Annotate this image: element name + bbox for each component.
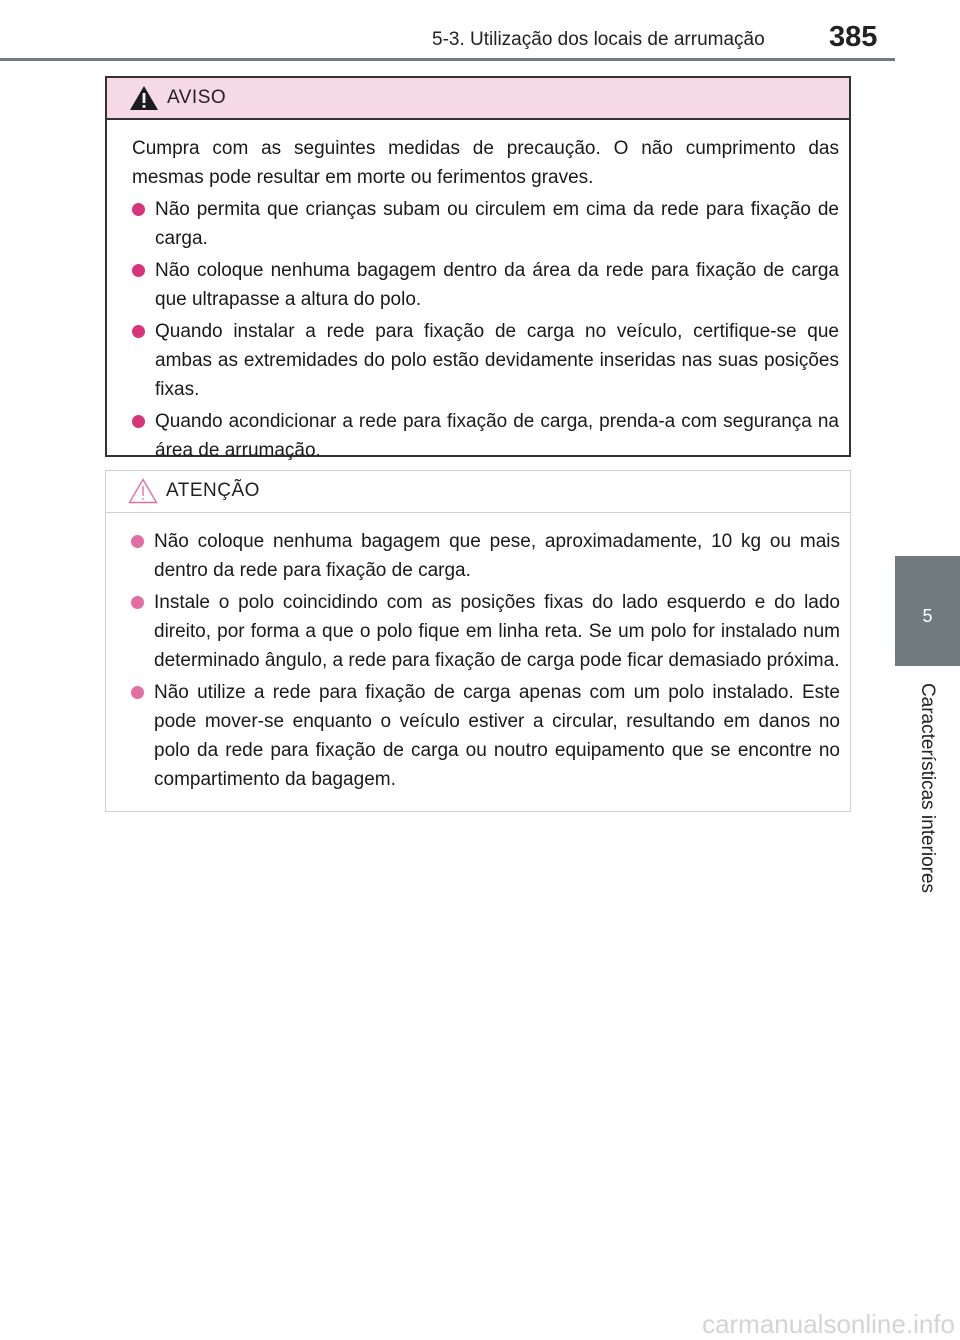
page-number: 385: [829, 21, 878, 53]
watermark: carmanualsonline.info: [702, 1309, 955, 1339]
caution-box-title: ATENÇÃO: [166, 480, 260, 501]
warning-item: Não coloque nenhuma bagagem dentro da área da rede para fixação de carga que ultrapasse a altura do polo.: [132, 256, 839, 314]
warning-intro: Cumpra com as seguintes medidas de precaução. O não cumprimento das mesmas pode resultar em morte ou ferimentos graves.: [132, 138, 839, 188]
warning-triangle-icon: [129, 85, 159, 111]
warning-box: [105, 76, 851, 461]
chapter-side-tab: [895, 0, 960, 1340]
caution-item: Não coloque nenhuma bagagem que pese, aproximadamente, 10 kg ou mais dentro da rede para fixação de carga.: [131, 527, 840, 585]
chapter-number-block: [895, 556, 960, 666]
warning-box-body: [107, 120, 849, 465]
chapter-number: 5: [922, 606, 933, 626]
section-title: 5-3. Utilização dos locais de arrumação: [432, 29, 765, 50]
caution-item: Não utilize a rede para fixação de carga apenas com um polo instalado. Este pode mover-se enquanto o veículo estiver a circular, resultando em danos no polo da rede para fixação de carga ou noutro equipamento que se encontre no compartimento da bagagem.: [131, 678, 840, 794]
bullet-dot: [132, 203, 145, 216]
caution-item: Instale o polo coincidindo com as posições fixas do lado esquerdo e do lado direito, por forma a que o polo fique em linha reta. Se um polo for instalado num determinado ângulo, a rede para fixação de carga pode ficar demasiado próxima.: [131, 588, 840, 675]
page-header: [0, 0, 960, 60]
bullet-dot: [132, 325, 145, 338]
warning-box-title: AVISO: [167, 87, 227, 108]
caution-box-body: [106, 513, 850, 794]
bullet-dot: [131, 686, 144, 699]
bullet-dot: [132, 415, 145, 428]
bullet-dot: [131, 596, 144, 609]
chapter-label-area: [895, 666, 960, 910]
caution-box-header: [106, 471, 850, 513]
warning-item: Não permita que crianças subam ou circulem em cima da rede para fixação de carga.: [132, 195, 839, 253]
caution-triangle-icon: [128, 478, 158, 504]
warning-item: Quando acondicionar a rede para fixação de carga, prenda-a com segurança na área de arrumação.: [132, 407, 839, 465]
warning-item: Quando instalar a rede para fixação de carga no veículo, certifique-se que ambas as extremidades do polo estão devidamente inseridas nas suas posições fixas.: [132, 317, 839, 404]
header-rule: [0, 58, 895, 61]
bullet-dot: [132, 264, 145, 277]
warning-box-header: [107, 78, 849, 120]
caution-box: [105, 470, 851, 812]
bullet-dot: [131, 535, 144, 548]
chapter-label: Características interiores: [917, 682, 938, 894]
